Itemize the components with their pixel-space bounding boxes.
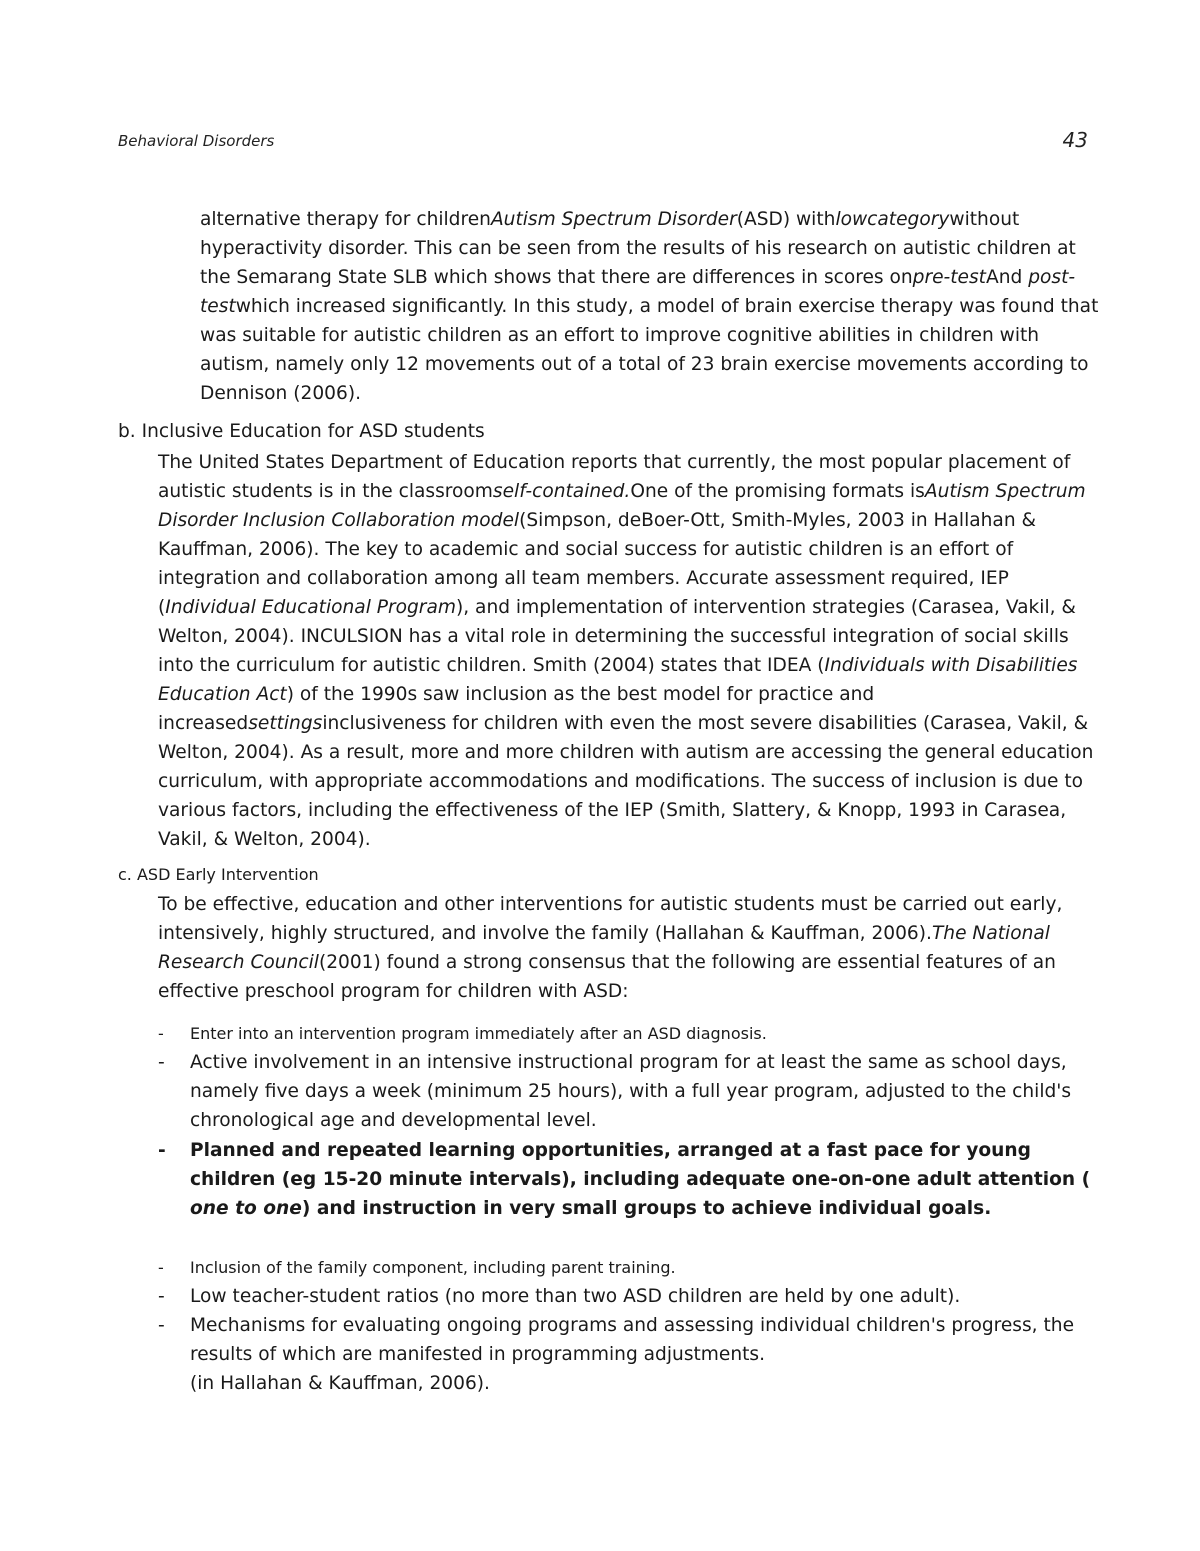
italic-term: Autism Spectrum Disorder Inclusion Collaboration model bbox=[158, 481, 1086, 531]
italic-term: Individuals with Disabilities Education Act bbox=[158, 655, 1078, 705]
bullet-text: ) and instruction in very small groups to achieve individual goals. bbox=[301, 1198, 992, 1219]
italic-term: The National Research Council bbox=[158, 923, 1050, 973]
page-number: 43 bbox=[1062, 128, 1088, 152]
text-run: which increased significantly. In this study, a model of brain exercise therapy was found that was suitable for autistic children as an effort to improve cognitive abilities in children with autism, namely only 12 movements out of a total of 23 brain exercise movements according to Dennison (2006). bbox=[200, 296, 1099, 404]
citation: (in Hallahan & Kauffman, 2006). bbox=[190, 1373, 490, 1394]
italic-term: post-test bbox=[200, 267, 1076, 317]
bullet-dash: - bbox=[158, 1315, 165, 1336]
text-run: alternative therapy for children bbox=[200, 209, 491, 230]
italic-term: settings bbox=[248, 713, 323, 734]
italic-term: pre-test bbox=[912, 267, 986, 288]
italic-term: one to one bbox=[190, 1198, 302, 1219]
text-run: inclusiveness for children with even the most severe disabilities (Carasea, Vakil, & Welton, 2004). As a result, more and more children with autism are accessing the general education curriculum, with appropriate accommodations and modifications. The success of inclusion is due to various factors, including the effectiveness of the IEP (Smith, Slattery, & Knopp, 1993 in Carasea, Vakil, & Welton, 2004). bbox=[158, 713, 1094, 850]
italic-term: Individual Educational Program bbox=[165, 597, 456, 618]
paragraph-inclusive-education bbox=[158, 448, 1098, 854]
italic-term: self-contained. bbox=[492, 481, 631, 502]
list-item bbox=[158, 1136, 1093, 1223]
text-run: ), and implementation of intervention strategies (Carasea, Vakil, & Welton, 2004). INCULSION has a vital role in determining the successful integration of social skills into the curriculum for autistic children. Smith (2004) states that IDEA ( bbox=[158, 597, 1076, 676]
section-heading-early-intervention: c. ASD Early Intervention bbox=[118, 865, 319, 884]
bullet-text: Mechanisms for evaluating ongoing programs and assessing individual children's progress, the results of which are manifested in programming adjustments. bbox=[190, 1315, 1075, 1365]
italic-term: Autism Spectrum Disorder bbox=[490, 209, 737, 230]
bullet-text: Enter into an intervention program immediately after an ASD diagnosis. bbox=[190, 1024, 767, 1043]
running-title: Behavioral Disorders bbox=[118, 132, 275, 150]
bullet-text: Planned and repeated learning opportunities, arranged at a fast pace for young children (eg 15-20 minute intervals), including adequate one-on-one adult attention ( bbox=[190, 1140, 1091, 1190]
bullet-dash: - bbox=[158, 1286, 165, 1307]
text-run: To be effective, education and other interventions for autistic students must be carried out early, intensively, highly structured, and involve the family (Hallahan & Kauffman, 2006). bbox=[158, 894, 1063, 944]
bullet-dash: - bbox=[158, 1052, 165, 1073]
list-item bbox=[158, 1311, 1093, 1398]
paragraph-early-intervention bbox=[158, 890, 1078, 1006]
bullet-list-part-2 bbox=[158, 1256, 1093, 1398]
bullet-dash: - bbox=[158, 1258, 164, 1277]
list-item bbox=[158, 1022, 1093, 1046]
paragraph-brain-exercise bbox=[200, 205, 1100, 408]
list-item bbox=[158, 1256, 1093, 1280]
text-run: (ASD) with bbox=[736, 209, 836, 230]
bullet-text: Low teacher-student ratios (no more than two ASD children are held by one adult). bbox=[190, 1286, 961, 1307]
text-run: (2001) found a strong consensus that the following are essential features of an effective preschool program for children with ASD: bbox=[158, 952, 1056, 1002]
text-run: (Simpson, deBoer-Ott, Smith-Myles, 2003 in Hallahan & Kauffman, 2006). The key to academic and social success for autistic children is an effort of integration and collaboration among all team members. Accurate assessment required, IEP ( bbox=[158, 510, 1037, 618]
list-item bbox=[158, 1048, 1093, 1135]
bullet-dash: - bbox=[158, 1024, 164, 1043]
bullet-text: Active involvement in an intensive instructional program for at least the same as school days, namely five days a week (minimum 25 hours), with a full year program, adjusted to the child's chronological age and developmental level. bbox=[190, 1052, 1072, 1131]
text-run: And bbox=[985, 267, 1029, 288]
section-heading-inclusive-education: b. Inclusive Education for ASD students bbox=[118, 421, 485, 442]
italic-term: lowcategory bbox=[835, 209, 950, 230]
text-run: without hyperactivity disorder. This can be seen from the results of his research on autistic children at the Semarang State SLB which shows that there are differences in scores on bbox=[200, 209, 1076, 288]
text-run: ) of the 1990s saw inclusion as the best model for practice and increased bbox=[158, 684, 875, 734]
bullet-dash: - bbox=[158, 1140, 166, 1161]
list-item bbox=[158, 1282, 1093, 1311]
text-run: One of the promising formats is bbox=[630, 481, 925, 502]
text-run: The United States Department of Education reports that currently, the most popular placement of autistic students is in the classroom bbox=[158, 452, 1071, 502]
bullet-list-part-1 bbox=[158, 1022, 1093, 1223]
bullet-text: Inclusion of the family component, including parent training. bbox=[190, 1258, 676, 1277]
